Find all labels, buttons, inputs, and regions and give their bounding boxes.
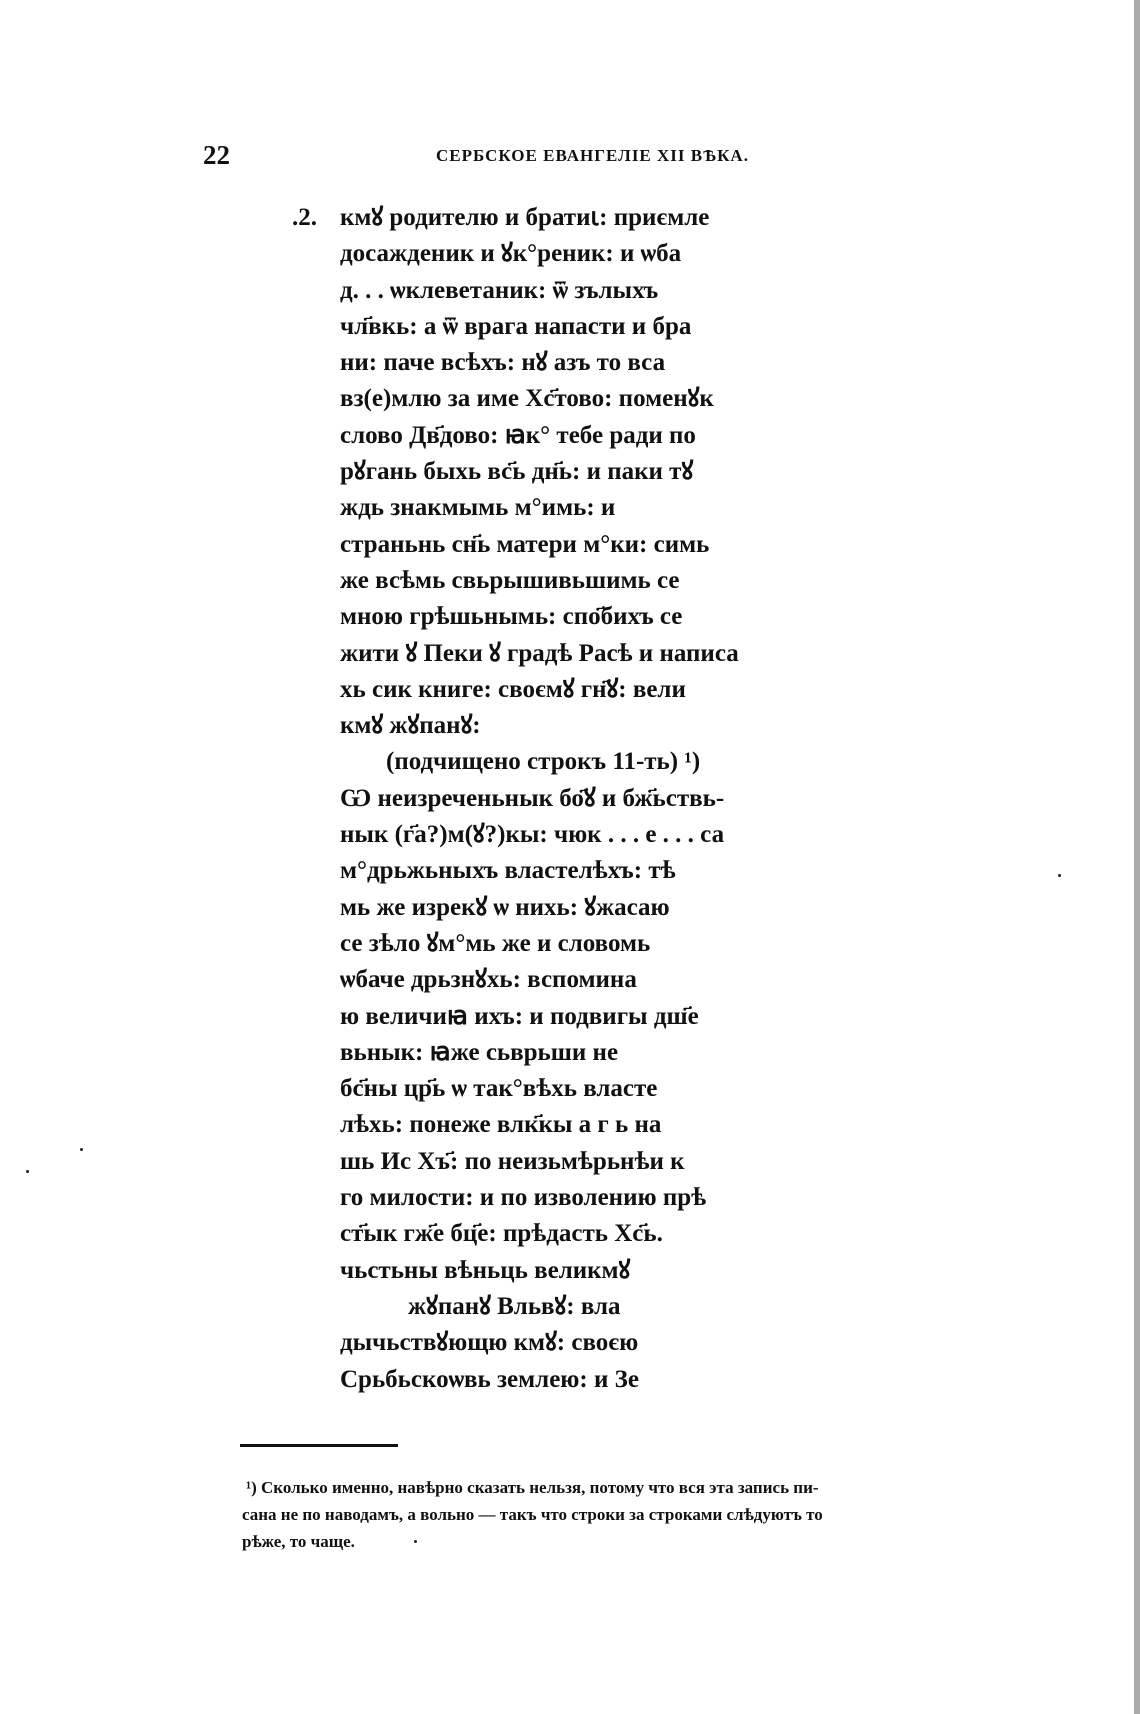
page-edge	[1134, 0, 1140, 1714]
text-line: чл҃вкь: а ѿ врага напасти и бра	[340, 312, 692, 340]
text-line: се зѣло ꙋм°мь же и словомь	[340, 929, 651, 957]
scan-speck	[1058, 874, 1061, 877]
text-line: досажденик и ꙋк°реник: и ѡба	[340, 240, 682, 268]
text-line: шь Ис Хъ҃: по неизьмѣрьнѣи к	[340, 1147, 685, 1175]
editorial-note-line: (подчищено строкъ 11-ть) ¹)	[386, 748, 701, 776]
footnote-line: ¹) Сколько именно, навѣрно сказать нельзя, потому что вся эта запись пи-	[246, 1478, 819, 1497]
text-line: же всѣмь свьрышивьшимь се	[340, 566, 680, 594]
scan-speck	[26, 1170, 29, 1173]
text-line: вьнык: ꙗже сьврьши не	[340, 1038, 619, 1066]
scan-speck	[414, 1540, 417, 1543]
footnotes	[242, 1474, 1030, 1555]
text-line: ю величиꙗ ихъ: и подвигы дш҃е	[340, 1002, 699, 1030]
manuscript-transcription	[292, 200, 912, 1398]
footnote-line: сана не по наводамъ, а вольно — такъ что строки за строками слѣдуютъ то	[242, 1505, 823, 1524]
text-line: бс҃ны цр҃ь ѡ так°вѣхь власте	[340, 1075, 658, 1103]
text-line: ѡбаче дрьзнꙋхь: вспомина	[340, 966, 637, 994]
footnote-line: рѣже, то чаще.	[242, 1532, 355, 1551]
text-line: мь же изрекꙋ ѡ нихь: ꙋжасаю	[340, 893, 670, 921]
text-line: жити ꙋ Пеки ꙋ градѣ Расѣ и написа	[340, 639, 739, 667]
line-number: .2.	[292, 204, 317, 231]
text-line: вз(е)млю за име Хс҃тово: поменꙋк	[340, 385, 714, 413]
text-line: Ѡ неизреченьнык бо҃ꙋ и бж҃ьствь-	[340, 784, 725, 812]
running-head: СЕРБСКОЕ ЕВАНГЕЛІЕ XII ВѢКА.	[436, 146, 749, 165]
text-line: нык (г҃а?)м(ꙋ?)кы: чюк . . . е . . . са	[340, 821, 725, 849]
text-line: хь сик книге: своємꙋ гн҃ꙋ: вели	[340, 675, 686, 703]
text-line: го милости: и по изволению прѣ	[340, 1184, 707, 1212]
text-line: ст҃ык гж҃е бц҃е: прѣдасть Хс҃ь.	[340, 1220, 663, 1248]
text-line: мною грѣшьнымь: спо҃бихъ се	[340, 603, 683, 631]
page-number: 22	[203, 140, 230, 170]
text-line: Срьбьскоѡвь землею: и Зе	[340, 1365, 639, 1393]
text-line: страньнь сн҃ь матери м°ки: симь	[340, 530, 710, 558]
text-line: слово Дв҃дово: ꙗк° тебе ради по	[340, 421, 696, 449]
page-header	[0, 140, 1140, 180]
text-line: чьстьны вѣньць великмꙋ	[340, 1256, 631, 1284]
text-line: ни: паче всѣхъ: нꙋ азъ то вса	[340, 349, 666, 377]
text-line: жꙋпанꙋ Вльвꙋ: вла	[408, 1292, 621, 1320]
text-line: м°дрьжьныхъ властелѣхъ: тѣ	[340, 857, 676, 885]
text-line	[292, 200, 912, 236]
line-text: кмꙋ родителю и братиꙇ: приємле	[340, 204, 710, 231]
text-line: д. . . ѡклеветаник: ѿ зълыхъ	[340, 276, 659, 304]
text-line: кмꙋ жꙋпанꙋ:	[340, 712, 481, 740]
text-line: рꙋгань быхь вс҃ь дн҃ь: и паки тꙋ	[340, 458, 694, 486]
footnote-divider	[240, 1444, 398, 1447]
text-line: ждь знакмымь м°имь: и	[340, 494, 616, 522]
text-line: дычьствꙋющю кмꙋ: своєю	[340, 1329, 639, 1357]
scan-speck	[80, 1148, 83, 1151]
text-line: лѣхь: понеже влк҃кы а г ь на	[340, 1111, 662, 1139]
